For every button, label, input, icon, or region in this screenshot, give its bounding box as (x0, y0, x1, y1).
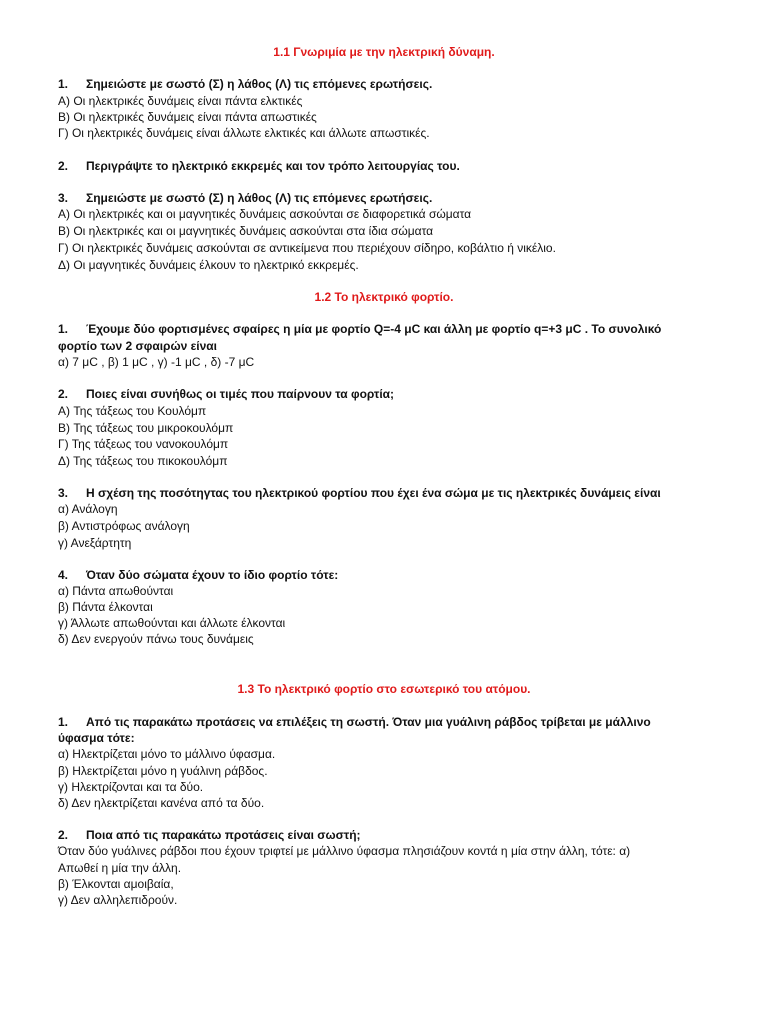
question: 3. Σημειώστε με σωστό (Σ) η λάθος (Λ) τις επόμενες ερωτήσεις. (58, 191, 433, 205)
answer-option: Δ) Της τάξεως του πικοκουλόμπ (58, 454, 228, 468)
answer-option: β) Ηλεκτρίζεται μόνο η γυάλινη ράβδος. (58, 764, 268, 778)
answer-option: β) Αντιστρόφως ανάλογη (58, 519, 190, 533)
question: 2. Ποια από τις παρακάτω προτάσεις είναι σωστή; (58, 828, 361, 842)
answer-option: γ) Δεν αλληλεπιδρούν. (58, 893, 178, 907)
answer-option: A) Της τάξεως του Κουλόμπ (58, 404, 207, 418)
answer-option: Απωθεί η μία την άλλη. (58, 861, 182, 875)
answer-option: A) Οι ηλεκτρικές και οι μαγνητικές δυνάμεις ασκούνται σε διαφορετικά σώματα (58, 207, 472, 221)
answer-option: Όταν δύο γυάλινες ράβδοι που έχουν τριφτεί με μάλλινο ύφασμα πλησιάζουν κοντά η μία στην άλλη, τότε: α) (58, 844, 631, 858)
answer-option: A) Οι ηλεκτρικές δυνάμεις είναι πάντα ελκτικές (58, 94, 303, 108)
question: 2. Περιγράψτε το ηλεκτρικό εκκρεμές και τον τρόπο λειτουργίας του. (58, 159, 460, 173)
answer-option: α) Ανάλογη (58, 502, 118, 516)
section-title: 1.2 Το ηλεκτρικό φορτίο. (314, 290, 454, 304)
answer-option: α) 7 μC , β) 1 μC , γ) -1 μC , δ) -7 μC (58, 355, 255, 369)
answer-option: Γ) Της τάξεως του νανοκουλόμπ (58, 437, 229, 451)
answer-option: γ) Άλλωτε απωθούνται και άλλωτε έλκονται (58, 616, 286, 630)
answer-option: Γ) Οι ηλεκτρικές δυνάμεις είναι άλλωτε ελκτικές και άλλωτε απωστικές. (58, 126, 430, 140)
question: 1. Από τις παρακάτω προτάσεις να επιλέξεις τη σωστή. Όταν μια γυάλινη ράβδος τρίβεται με μάλλινο (58, 715, 651, 729)
question-continuation: φορτίο των 2 σφαιρών είναι (58, 339, 218, 353)
section-title: 1.1 Γνωριμία με την ηλεκτρική δύναμη. (273, 45, 495, 59)
answer-option: B) Οι ηλεκτρικές και οι μαγνητικές δυνάμεις ασκούνται στα ίδια σώματα (58, 224, 434, 238)
answer-option: δ) Δεν ενεργούν πάνω τους δυνάμεις (58, 632, 254, 646)
answer-option: β) Πάντα έλκονται (58, 600, 153, 614)
answer-option: Γ) Οι ηλεκτρικές δυνάμεις ασκούνται σε αντικείμενα που περιέχουν σίδηρο, κοβάλτιο ή νικέλιο. (58, 241, 556, 255)
question: 1. Έχουμε δύο φορτισμένες σφαίρες η μία με φορτίο Q=-4 μC και άλλη με φορτίο q=+3 μC . Το συνολικό (58, 322, 662, 336)
answer-option: B) Της τάξεως του μικροκουλόμπ (58, 421, 234, 435)
question-continuation: ύφασμα τότε: (58, 731, 135, 745)
answer-option: γ) Ηλεκτρίζονται και τα δύο. (58, 780, 204, 794)
question: 4. Όταν δύο σώματα έχουν το ίδιο φορτίο τότε: (58, 568, 339, 582)
answer-option: γ) Ανεξάρτητη (58, 536, 132, 550)
answer-option: α) Ηλεκτρίζεται μόνο το μάλλινο ύφασμα. (58, 747, 276, 761)
section-title: 1.3 Το ηλεκτρικό φορτίο στο εσωτερικό του ατόμου. (237, 682, 531, 696)
answer-option: α) Πάντα απωθούνται (58, 584, 174, 598)
question: 3. Η σχέση της ποσότηγτας του ηλεκτρικού φορτίου που έχει ένα σώμα με τις ηλεκτρικές δυνάμεις είναι (58, 486, 661, 500)
answer-option: Δ) Οι μαγνητικές δυνάμεις έλκουν το ηλεκτρικό εκκρεμές. (58, 258, 359, 272)
answer-option: B) Οι ηλεκτρικές δυνάμεις είναι πάντα απωστικές (58, 110, 317, 124)
answer-option: δ) Δεν ηλεκτρίζεται κανένα από τα δύο. (58, 796, 265, 810)
question: 1. Σημειώστε με σωστό (Σ) η λάθος (Λ) τις επόμενες ερωτήσεις. (58, 77, 433, 91)
answer-option: β) Έλκονται αμοιβαία, (58, 877, 174, 891)
question: 2. Ποιες είναι συνήθως οι τιμές που παίρνουν τα φορτία; (58, 387, 395, 401)
